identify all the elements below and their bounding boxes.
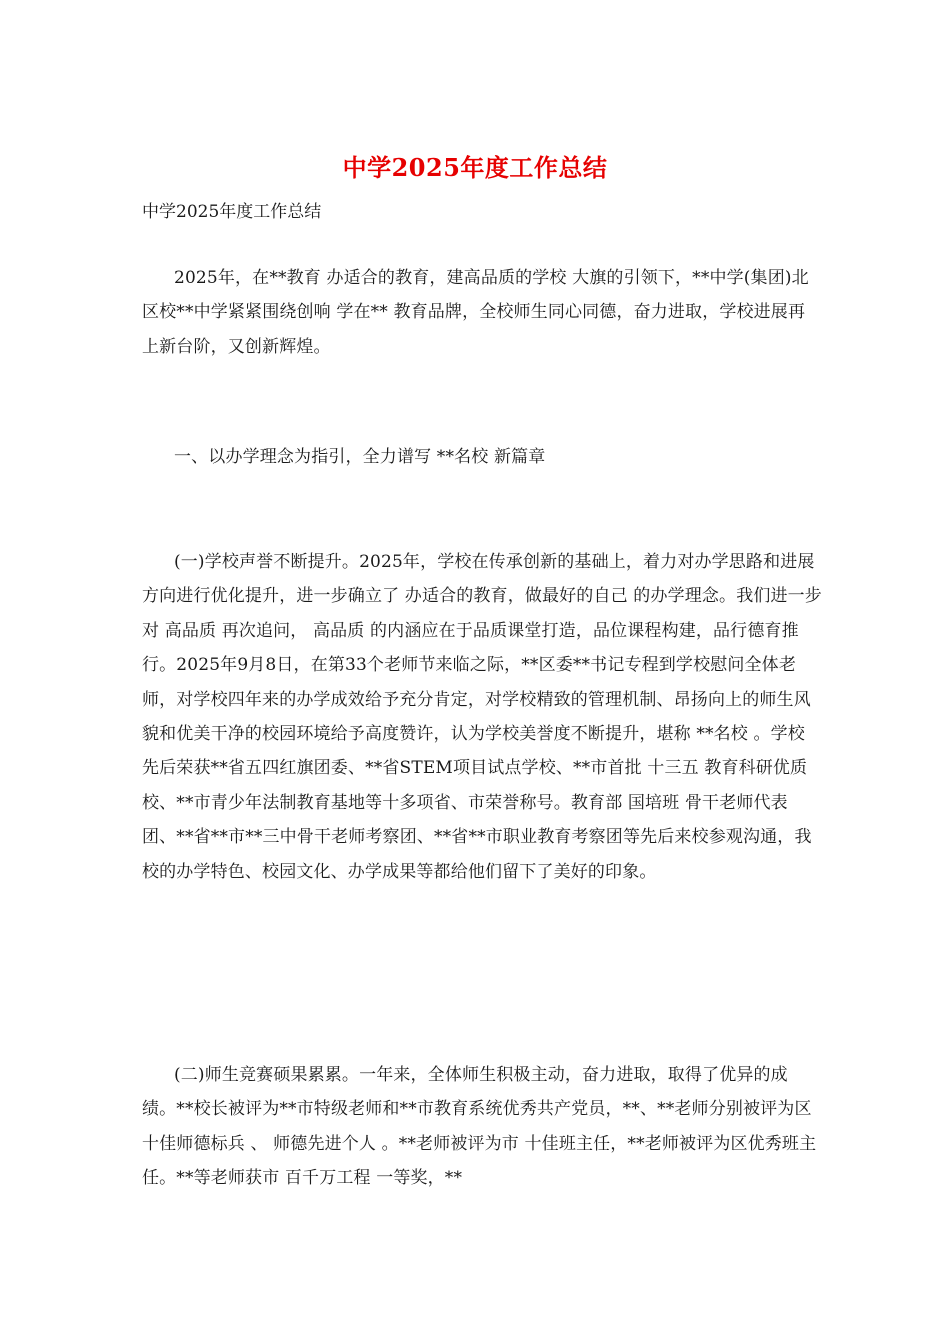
body-paragraph-reputation: (一)学校声誉不断提升。2025年，学校在传承创新的基础上，着力对办学思路和进展方向进行优化提升，进一步确立了 办适合的教育，做最好的自己 的办学理念。我们进一步对 高品质 再次追问， 高品质 的内涵应在于品质课堂打造，品位课程构建，品行德育推行。2025年9月8日，在第33个老师节来临之际，**区委**书记专程到学校慰问全体老师，对学校四年来的办学成效给予充分肯定，对学校精致的管理机制、昂扬向上的师生风貌和优美干净的校园环境给予高度赞许，认为学校美誉度不断提升，堪称 **名校 。学校先后荣获**省五四红旗团委、**省STEM项目试点学校、**市首批 十三五 教育科研优质校、**市青少年法制教育基地等十多项省、市荣誉称号。教育部 国培班 骨干老师代表团、**省**市**三中骨干老师考察团、**省**市职业教育考察团等先后来校参观沟通，我校的办学特色、校园文化、办学成果等都给他们留下了美好的印象。 — [142, 552, 822, 882]
intro-paragraph: 2025年，在**教育 办适合的教育，建高品质的学校 大旗的引领下，**中学(集团)北区校**中学紧紧围绕创响 学在** 教育品牌，全校师生同心同德，奋力进取，学校进展再上新台阶，又创新辉煌。 — [142, 268, 809, 357]
body-paragraph-competitions: (二)师生竞赛硕果累累。一年来，全体师生积极主动，奋力进取，取得了优异的成绩。**校长被评为**市特级老师和**市教育系统优秀共产党员，**、**老师分别被评为区 十佳师德标兵 、 师德先进个人 。**老师被评为市 十佳班主任，**老师被评为区优秀班主任。**等老师获市 百千万工程 一等奖，** — [142, 1065, 817, 1189]
document-title: 中学2025年度工作总结 — [342, 153, 608, 182]
document-subtitle: 中学2025年度工作总结 — [142, 202, 322, 222]
section-heading: 一、以办学理念为指引，全力谱写 **名校 新篇章 — [174, 447, 546, 467]
